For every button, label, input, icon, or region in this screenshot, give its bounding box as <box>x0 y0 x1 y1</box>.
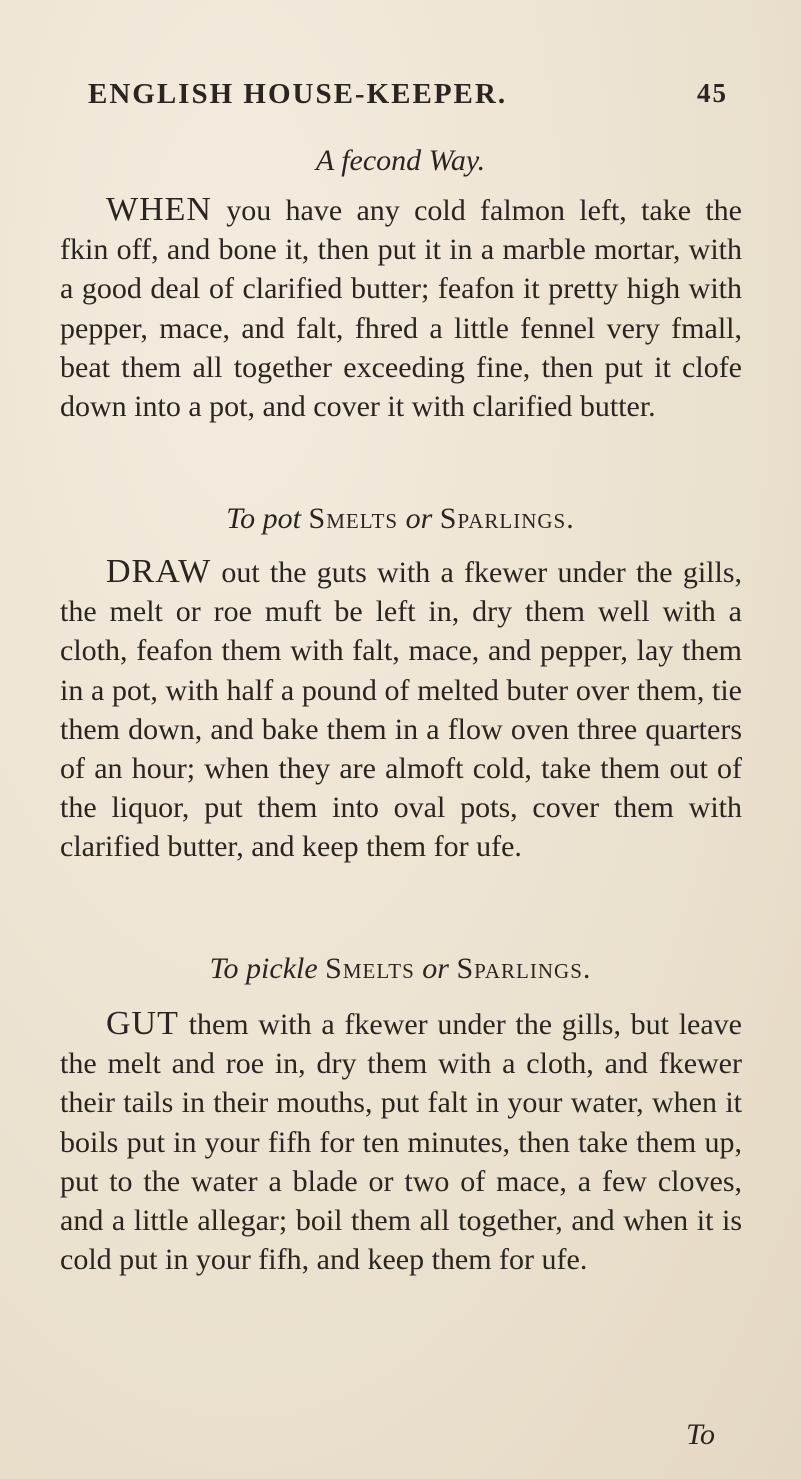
recipe-paragraph-pickle-smelts <box>60 1004 742 1279</box>
catchword: To <box>686 1418 715 1451</box>
heading-caps-2: Sparlings. <box>456 952 592 985</box>
paragraph-body: out the guts with a fkewer under the gills, the melt or roe muft be left in, dry them well with a cloth, feafon them with falt, mace, and pepper, lay them in a pot, with half a pound of melted buter over them, tie them down, and bake them in a flow oven three quarters of an hour; when they are almoft cold, take them out of the liquor, put them into oval pots, cover them with clarified butter, and keep them for ufe. <box>60 556 742 864</box>
heading-caps-2: Sparlings. <box>439 502 575 535</box>
heading-text: A fecond Way. <box>315 144 486 177</box>
heading-prefix: To pickle <box>209 952 318 985</box>
recipe-paragraph-second-way <box>60 190 742 426</box>
section-heading-pot-smelts <box>0 502 801 536</box>
paragraph-body: you have any cold falmon left, take the fkin off, and bone it, then put it in a marble mortar, with a good deal of clarified butter; feafon it pretty high with pepper, mace, and falt, fhred a little fennel very fmall, beat them all together exceeding fine, then put it clofe down into a pot, and cover it with clarified butter. <box>60 194 742 424</box>
heading-prefix: To pot <box>226 502 302 535</box>
heading-mid: or <box>422 952 449 985</box>
lead-word: DRAW <box>106 553 212 590</box>
heading-caps: Smelts <box>308 502 399 535</box>
recipe-paragraph-pot-smelts <box>60 552 742 867</box>
heading-mid: or <box>405 502 433 535</box>
lead-word: WHEN <box>106 191 212 228</box>
heading-caps: Smelts <box>325 952 415 985</box>
section-heading-second-way <box>0 144 801 178</box>
section-heading-pickle-smelts <box>0 952 801 986</box>
lead-word: GUT <box>106 1005 179 1042</box>
running-header <box>88 78 728 111</box>
page-number: 45 <box>697 78 728 108</box>
paragraph-body: them with a fkewer under the gills, but leave the melt and roe in, dry them with a cloth, and fkewer their tails in their mouths, put falt in your water, when it boils put in your fifh for ten minutes, then take them up, put to the water a blade or two of mace, a few cloves, and a little allegar; boil them all together, and when it is cold put in your fifh, and keep them for ufe. <box>60 1008 742 1277</box>
running-title: ENGLISH HOUSE-KEEPER. <box>88 78 508 110</box>
